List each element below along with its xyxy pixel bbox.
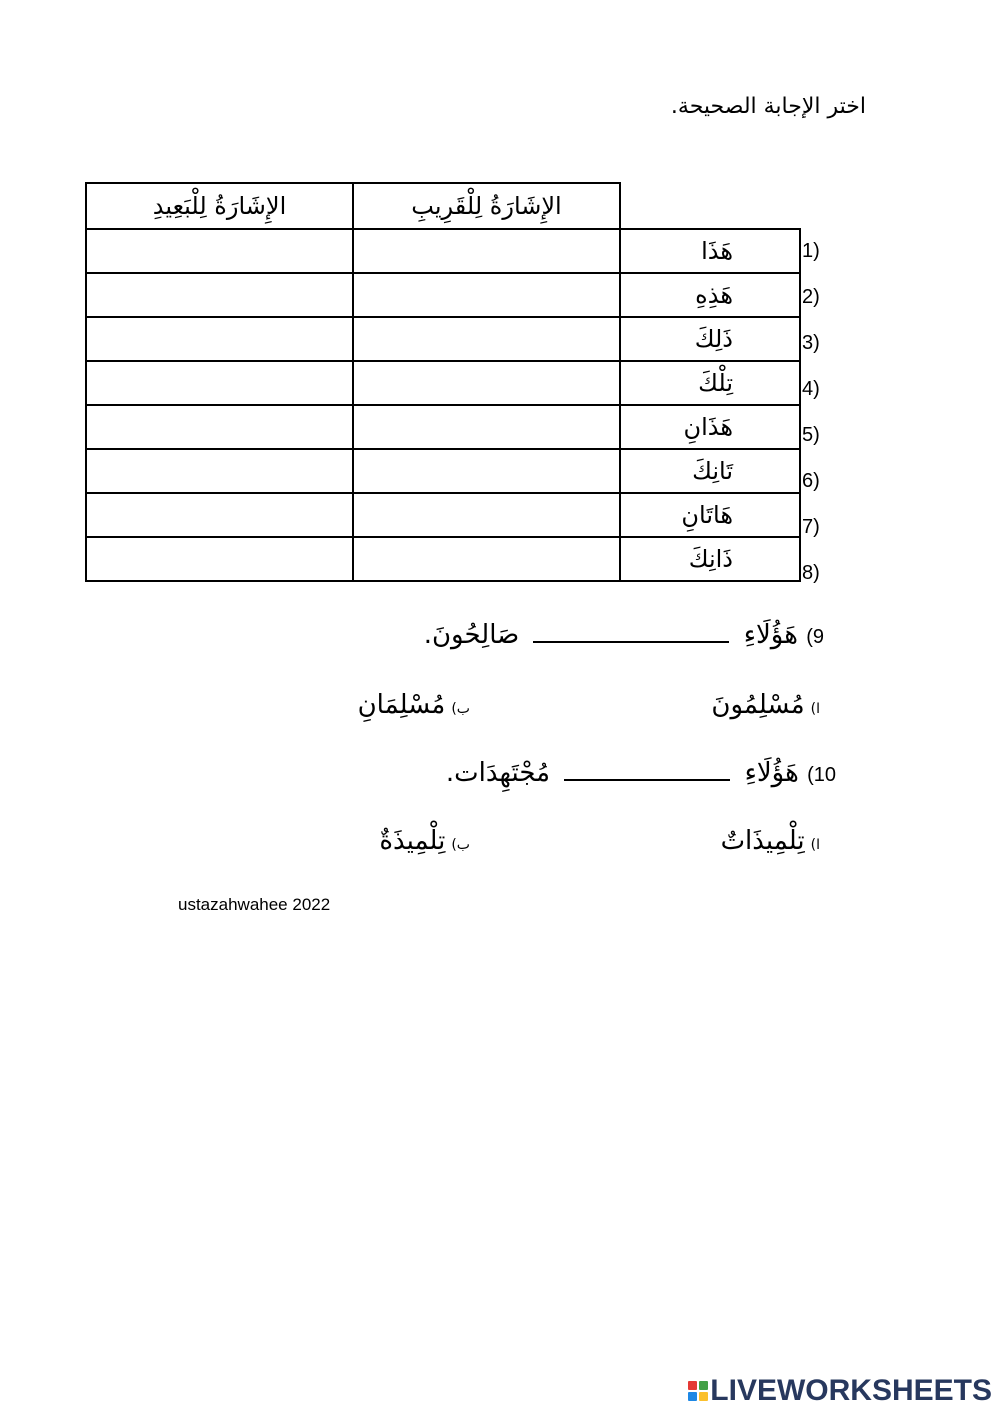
answer-cell-near[interactable]: [353, 449, 620, 493]
table-row: [86, 493, 800, 537]
author-credit: ustazahwahee 2022: [178, 895, 331, 914]
instruction-text: اختر الإجابة الصحيحة.: [670, 94, 866, 119]
table-row: [86, 273, 800, 317]
row-number: 5): [802, 424, 820, 446]
option-text: مُسْلِمُونَ: [711, 690, 805, 720]
word-cell: تَانِكَ: [620, 449, 800, 493]
table-header-row: [86, 183, 800, 229]
option-letter: ا): [810, 701, 820, 717]
table-row: [86, 405, 800, 449]
question-text-before: هَؤُلَاءِ: [744, 758, 799, 788]
header-far: الإِشَارَةُ لِلْبَعِيدِ: [86, 183, 353, 229]
logo-square: [699, 1392, 708, 1401]
answer-cell-far[interactable]: [86, 273, 353, 317]
answer-cell-far[interactable]: [86, 229, 353, 273]
option-a[interactable]: [711, 690, 820, 720]
row-number: 7): [802, 516, 820, 538]
option-letter: ب): [451, 837, 470, 853]
header-near: الإِشَارَةُ لِلْقَرِيبِ: [353, 183, 620, 229]
table-row: [86, 449, 800, 493]
answer-cell-far[interactable]: [86, 537, 353, 581]
word-cell: ذَانِكَ: [620, 537, 800, 581]
answer-cell-near[interactable]: [353, 229, 620, 273]
option-text: مُسْلِمَانِ: [357, 690, 446, 720]
word-cell: ذَلِكَ: [620, 317, 800, 361]
answer-cell-far[interactable]: [86, 361, 353, 405]
row-number: 8): [802, 562, 820, 584]
option-b[interactable]: [358, 690, 470, 720]
option-b[interactable]: [379, 826, 470, 856]
answer-cell-near[interactable]: [353, 361, 620, 405]
logo-square: [688, 1392, 697, 1401]
logo-squares-icon: [688, 1381, 708, 1401]
word-cell: هَاتَانِ: [620, 493, 800, 537]
answer-cell-far[interactable]: [86, 405, 353, 449]
option-letter: ا): [810, 837, 820, 853]
answer-cell-far[interactable]: [86, 493, 353, 537]
table-row: [86, 537, 800, 581]
table-row: [86, 229, 800, 273]
demonstratives-table: [85, 182, 801, 582]
answer-cell-far[interactable]: [86, 317, 353, 361]
question-9: [424, 620, 824, 650]
answer-blank[interactable]: [533, 621, 729, 643]
liveworksheets-logo[interactable]: [688, 1374, 992, 1408]
logo-square: [688, 1381, 697, 1390]
question-text-after: مُجْتَهِدَات.: [445, 758, 551, 788]
answer-cell-near[interactable]: [353, 405, 620, 449]
option-a[interactable]: [721, 826, 820, 856]
answer-cell-near[interactable]: [353, 317, 620, 361]
option-text: تِلْمِيذَاتٌ: [720, 826, 805, 856]
option-text: تِلْمِيذَةٌ: [379, 826, 446, 856]
question-text-before: هَؤُلَاءِ: [743, 620, 798, 650]
header-corner: [620, 183, 800, 229]
row-number: 1): [802, 240, 820, 262]
logo-square: [699, 1381, 708, 1390]
word-cell: هَذِهِ: [620, 273, 800, 317]
option-letter: ب): [451, 701, 470, 717]
row-number: 2): [802, 286, 820, 308]
answer-cell-near[interactable]: [353, 273, 620, 317]
row-number: 3): [802, 332, 820, 354]
row-number: 6): [802, 470, 820, 492]
brand-text: LIVEWORKSHEETS: [710, 1374, 992, 1407]
answer-cell-near[interactable]: [353, 493, 620, 537]
table-row: [86, 317, 800, 361]
row-number: 4): [802, 378, 820, 400]
answer-cell-far[interactable]: [86, 449, 353, 493]
question-number: 9): [806, 626, 824, 648]
word-cell: هَذَا: [620, 229, 800, 273]
answer-blank[interactable]: [564, 759, 730, 781]
word-cell: تِلْكَ: [620, 361, 800, 405]
question-number: 10): [807, 764, 836, 786]
table-row: [86, 361, 800, 405]
question-10: [446, 758, 836, 788]
word-cell: هَذَانِ: [620, 405, 800, 449]
question-text-after: صَالِحُونَ.: [423, 620, 520, 650]
answer-cell-near[interactable]: [353, 537, 620, 581]
